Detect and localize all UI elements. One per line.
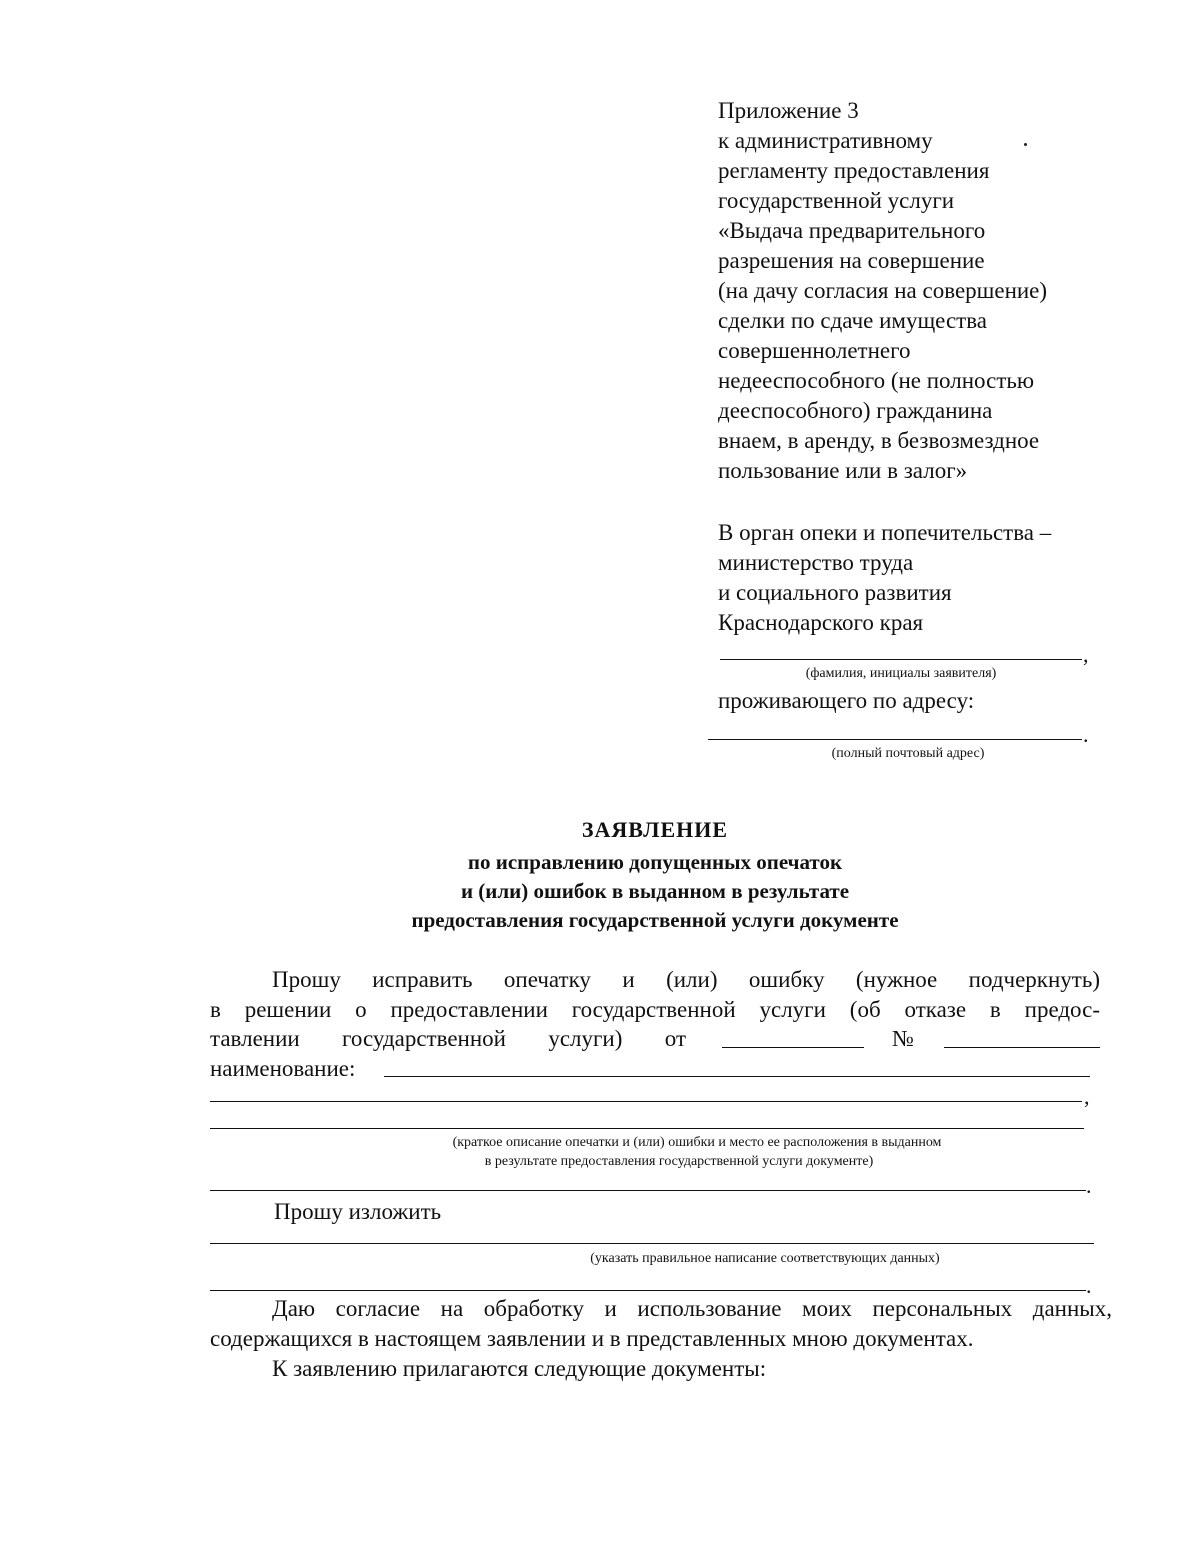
appendix-line: разрешения на совершение [718, 248, 985, 273]
document-subtitle-line: предоставления государственной услуги документе [411, 908, 899, 932]
document-subtitle-line: по исправлению допущенных опечаток [467, 850, 843, 874]
correct-data-caption: (указать правильное написание соответствующих данных) [590, 1251, 940, 1266]
appendix-line: недееспособного (не полностью [718, 368, 1035, 393]
appendix-line: сделки по сдаче имущества [718, 308, 987, 333]
appendix-line: пользование или в залог» [718, 458, 968, 483]
document-name-field-cont[interactable] [210, 1101, 1082, 1102]
attachments-label: К заявлению прилагаются следующие документы: [272, 1356, 767, 1381]
applicant-comma: , [1083, 642, 1089, 667]
error-caption: (краткое описание опечатки и (или) ошибки и место ее расположения в выданном [452, 1135, 942, 1150]
decision-number-field[interactable] [944, 1047, 1100, 1048]
appendix-line: Приложение 3 [718, 98, 859, 123]
error-period: . [1086, 1173, 1092, 1198]
document-title: ЗАЯВЛЕНИЕ [581, 817, 729, 842]
correct-period: . [1086, 1273, 1092, 1298]
appendix-line: совершеннолетнего [718, 338, 911, 363]
appendix-line: внаем, в аренду, в безвозмездное [718, 428, 1040, 453]
applicant-caption: (фамилия, инициалы заявителя) [805, 666, 997, 681]
appendix-line: к административному [718, 128, 933, 153]
scan-speck [1024, 143, 1027, 146]
residing-label: проживающего по адресу: [718, 688, 975, 713]
number-sign: № [892, 1026, 914, 1051]
error-caption: в результате предоставления государственной услуги документе) [484, 1154, 874, 1169]
correct-data-field-cont[interactable] [210, 1290, 1086, 1291]
request-line: в решении о предоставлении государственной услуги (об отказе в предос- [210, 997, 1100, 1022]
consent-line: Даю согласие на обработку и использование моих персональных данных, [272, 1296, 1112, 1321]
document-subtitle-line: и (или) ошибок в выданном в результате [460, 879, 850, 903]
appendix-header [718, 96, 1158, 486]
appendix-line: государственной услуги [718, 188, 955, 213]
document-name-field[interactable] [384, 1076, 1090, 1077]
error-description-field-cont[interactable] [210, 1190, 1086, 1191]
recipient-line: и социального развития [718, 580, 952, 605]
address-period: . [1083, 722, 1089, 747]
appendix-line: «Выдача предварительного [718, 218, 986, 243]
request-line: тавлении государственной услуги) от [210, 1026, 686, 1051]
correct-data-field[interactable] [210, 1243, 1094, 1244]
recipient-line: Краснодарского края [718, 610, 924, 635]
appendix-line: регламенту предоставления [718, 158, 990, 183]
consent-line: содержащихся в настоящем заявлении и в представленных мною документах. [210, 1326, 974, 1351]
request-line: Прошу исправить опечатку и (или) ошибку (нужное подчеркнуть) [272, 967, 1100, 992]
address-field[interactable] [708, 739, 1082, 740]
name-comma: , [1084, 1084, 1090, 1109]
error-description-field[interactable] [210, 1128, 1084, 1129]
decision-date-field[interactable] [722, 1047, 864, 1048]
set-out-label: Прошу изложить [274, 1199, 442, 1224]
appendix-line: дееспособного) гражданина [718, 398, 993, 423]
name-label: наименование: [210, 1056, 356, 1081]
recipient-block [718, 518, 1158, 638]
address-caption: (полный почтовый адрес) [831, 746, 985, 761]
appendix-line: (на дачу согласия на совершение) [718, 278, 1048, 303]
recipient-line: В орган опеки и попечительства – [718, 520, 1052, 545]
applicant-name-field[interactable] [720, 659, 1082, 660]
recipient-line: министерство труда [718, 550, 914, 575]
